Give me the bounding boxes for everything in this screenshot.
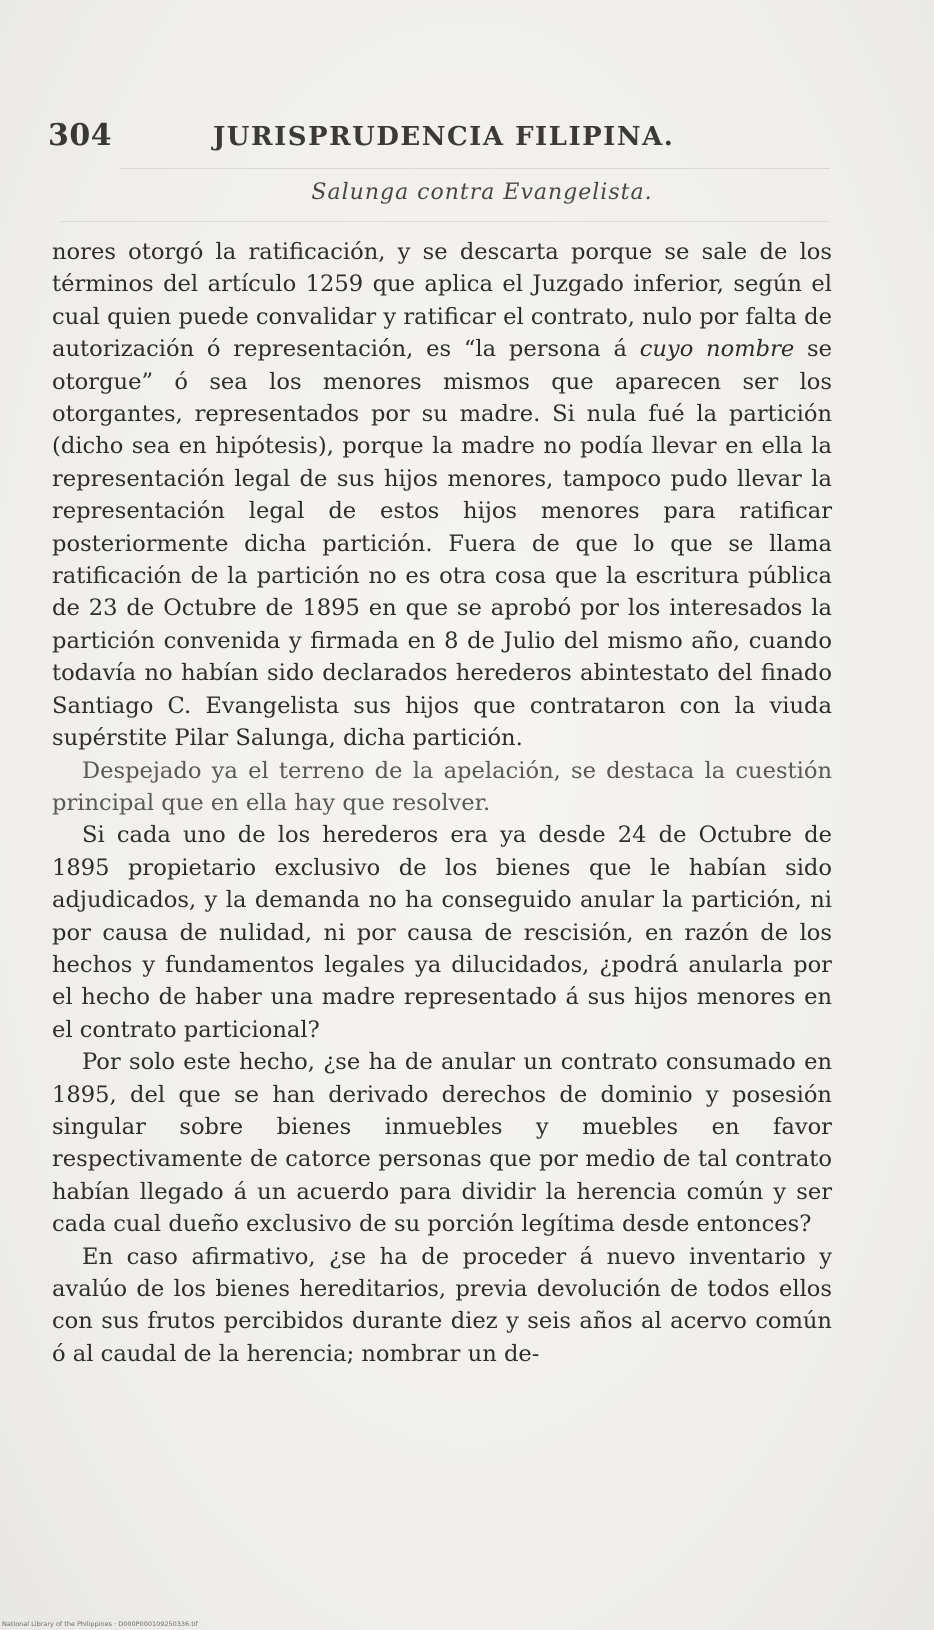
scan-credit: National Library of the Philippines · D000P000109250336.tif: [2, 1620, 198, 1628]
case-title-rule: [60, 221, 830, 222]
paragraph-1-start: nores otorgó la ratificación, y se descarta porque se sale de los términos del artículo 1259 que aplica el Juzgado inferior, según el cual quien puede convalidar y ratificar el contrato, nulo por falta de autorización ó representación, es “la persona á: [52, 239, 832, 363]
header-rule: [120, 168, 830, 169]
paragraph-2: Despejado ya el terreno de la apelación, se destaca la cuestión principal que en ella hay que resolver.: [52, 757, 832, 816]
case-title: Salunga contra Evangelista.: [311, 180, 653, 205]
body-text: [52, 236, 832, 1370]
paragraph-1: [52, 236, 832, 755]
paragraph-3: Si cada uno de los herederos era ya desde 24 de Octubre de 1895 propietario exclusivo de los bienes que le habían sido adjudicados, y la demanda no ha conseguido anular la partición, ni por causa de nulidad, ni por causa de rescisión, en razón de los hechos y fundamentos legales ya dilucidados, ¿podrá anularla por el hecho de haber una madre representado á sus hijos menores en el contrato particional?: [52, 822, 832, 1043]
paragraph-1-end: se otorgue” ó sea los menores mismos que aparecen ser los otorgantes, representados por su madre. Si nula fué la partición (dicho sea en hipótesis), porque la madre no podía llevar en ella la representación legal de sus hijos menores, tampoco pudo llevar la representación legal de estos hijos menores para ratificar posteriormente dicha partición. Fuera de que lo que se llama ratificación de la partición no es otra cosa que la escritura pública de 23 de Octubre de 1895 en que se aprobó por los interesados la partición convenida y firmada en 8 de Julio del mismo año, cuando todavía no habían sido declarados herederos abintestato del finado Santiago C. Evangelista sus hijos que contrataron con la viuda supérstite Pilar Salunga, dicha partición.: [52, 336, 833, 752]
page-header: [48, 118, 828, 170]
page-number: 304: [48, 118, 113, 153]
running-title: JURISPRUDENCIA FILIPINA.: [213, 122, 675, 152]
paragraph-4: Por solo este hecho, ¿se ha de anular un contrato consumado en 1895, del que se han derivado derechos de dominio y posesión singular sobre bienes inmuebles y muebles en favor respectivamente de catorce personas que por medio de tal contrato habían llegado á un acuerdo para dividir la herencia común y ser cada cual dueño exclusivo de su porción legítima desde entonces?: [52, 1049, 832, 1238]
paragraph-5: En caso afirmativo, ¿se ha de proceder á nuevo inventario y avalúo de los bienes hereditarios, previa devolución de todos ellos con sus frutos percibidos durante diez y seis años al acervo común ó al caudal de la herencia; nombrar un de-: [52, 1243, 832, 1367]
paragraph-1-italic: cuyo nombre: [639, 336, 795, 363]
